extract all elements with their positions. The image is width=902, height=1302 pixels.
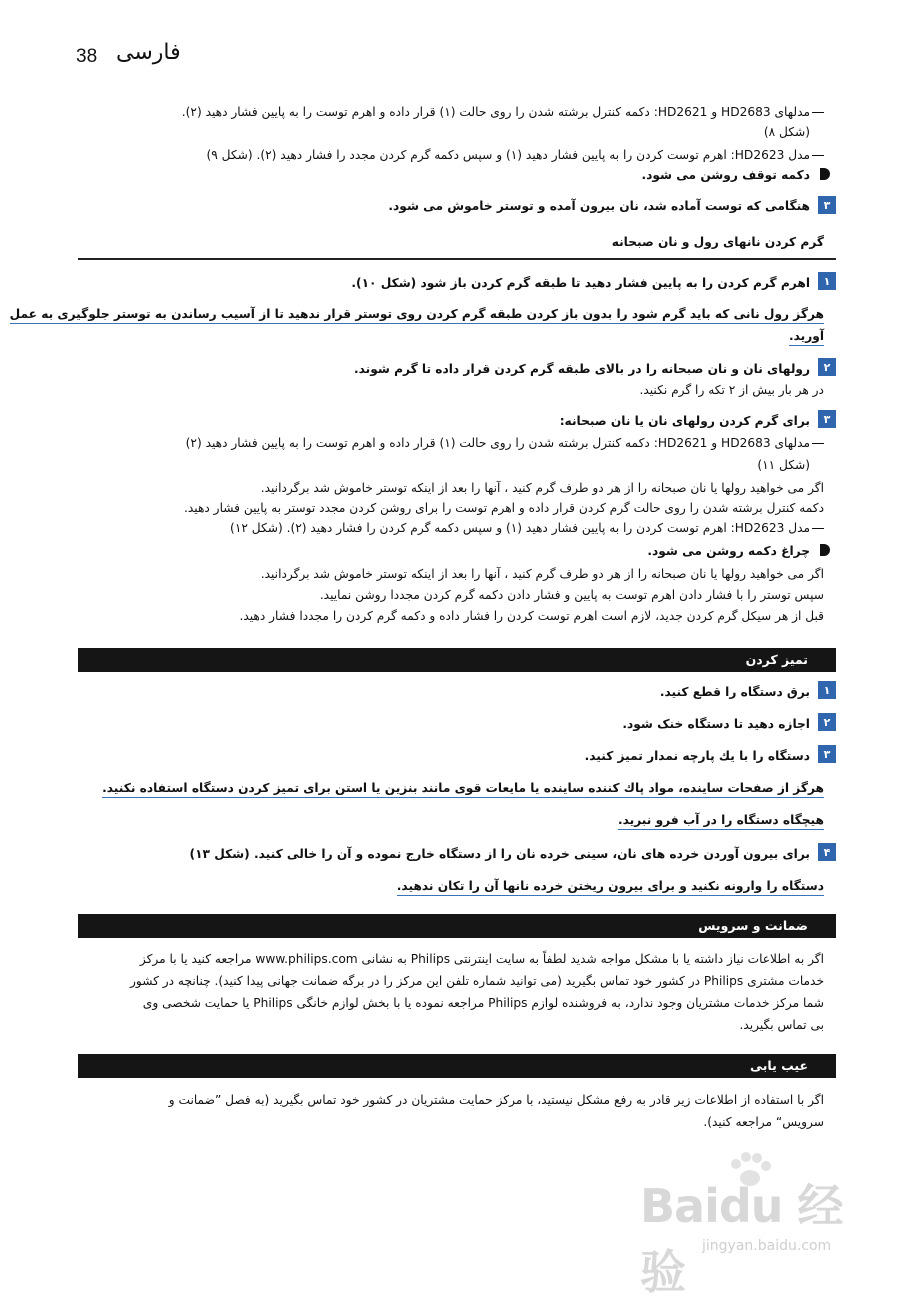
text-line: اگر می خواهید رولها یا نان صبحانه را از هر دو طرف گرم کنید ، آنها را بعد از اینکه توستر خاموش شد برگردانید. xyxy=(260,481,824,495)
text-line: (شکل ۸) xyxy=(763,125,810,139)
text-line: اگر به اطلاعات نیاز داشته یا با مشکل مواجه شدید لطفاً به سایت اینترنتی Philips به نشانی www.philips.com مراجعه کنید یا با مرکز xyxy=(139,952,824,966)
bullet-icon xyxy=(820,168,830,180)
text-line: (شکل ۱۱) xyxy=(757,458,810,472)
text-line: سرویس“ مراجعه کنید). xyxy=(703,1115,824,1129)
baidu-watermark xyxy=(640,1150,860,1299)
text-line: اگر با استفاده از اطلاعات زیر قادر به رفع مشکل نیستید، با مرکز حمایت مشتریان در کشور خود تماس بگیرید (به فصل ”ضمانت و xyxy=(168,1093,824,1107)
step-badge: ۲ xyxy=(818,358,836,376)
dash-marker xyxy=(812,112,824,113)
text-line: مدلهای HD2683 و HD2621: دکمه کنترل برشته شدن را روی حالت (۱) قرار داده و اهرم توست را به پایین فشار دهید (۲) xyxy=(185,436,810,450)
step-badge: ۴ xyxy=(818,843,836,861)
text-line: مدل HD2623: اهرم توست کردن را به پایین فشار دهید (۱) و سپس دکمه گرم کردن مجدد را فشار دهید (۲). (شکل ۹) xyxy=(206,148,810,162)
sub-heading: گرم کردن نانهای رول و نان صبحانه xyxy=(611,235,824,249)
page-number: 38 xyxy=(76,46,98,67)
section-title: ضمانت و سرویس xyxy=(698,918,808,933)
text-line: مدلهای HD2683 و HD2621: دکمه کنترل برشته شدن را روی حالت (۱) قرار داده و اهرم توست را به پایین فشار دهید (۲). xyxy=(181,105,810,119)
warning-text: هرگز از صفحات ساینده، مواد پاك کننده ساینده یا مایعات قوی مانند بنزین یا استن برای تمیز کردن دستگاه استفاده نکنید. xyxy=(102,780,824,796)
dash-marker xyxy=(812,443,824,444)
step-badge: ۱ xyxy=(818,681,836,699)
text-line: بی تماس بگیرید. xyxy=(739,1018,824,1032)
section-bar-cleaning xyxy=(78,648,836,672)
watermark-logo: Baidu 经验 xyxy=(640,1179,843,1299)
bullet-icon xyxy=(820,544,830,556)
text-line: قبل از هر سیکل گرم کردن جدید، لازم است اهرم توست کردن را فشار داده و دکمه گرم کردن را مجددا فشار دهید. xyxy=(239,609,824,623)
text-line: برای گرم کردن رولهای نان یا نان صبحانه: xyxy=(559,414,810,428)
text-line: مدل HD2623: اهرم توست کردن را به پایین فشار دهید (۱) و سپس دکمه گرم کردن را فشار دهید (۲). (شکل ۱۲) xyxy=(230,521,810,535)
divider xyxy=(78,258,836,260)
text-line: دکمه توقف روشن می شود. xyxy=(641,168,810,182)
text-line: برای بیرون آوردن خرده های نان، سینی خرده نان را از دستگاه خارج نموده و آن را خالی کنید. (شکل ۱۳) xyxy=(189,847,810,861)
text-line: چراغ دکمه روشن می شود. xyxy=(647,544,810,558)
text-line: هنگامی که توست آماده شد، نان بیرون آمده و توستر خاموش می شود. xyxy=(388,199,810,213)
text-line: سپس توستر را با فشار دادن اهرم توست به پایین و فشار دادن دکمه گرم کردن مجددا روشن نمایید. xyxy=(319,588,824,602)
text-line: شما مرکز خدمات مشتریان وجود ندارد، به فروشنده لوازم Philips مراجعه نموده یا با بخش لوازم خانگی Philips یا حمایت شخصی وی xyxy=(142,996,824,1010)
text-line: اجازه دهید تا دستگاه خنک شود. xyxy=(622,717,810,731)
text-line: رولهای نان و نان صبحانه را در بالای طبقه گرم کردن قرار داده تا گرم شوند. xyxy=(353,362,810,376)
warning-text: هرگز رول نانی که باید گرم شود را بدون باز کردن طبقه گرم کردن روی توستر قرار ندهید تا از آسیب رساندن به توستر جلوگیری به عمل xyxy=(10,306,824,322)
dash-marker xyxy=(812,528,824,529)
text-line: اهرم گرم کردن را به پایین فشار دهید تا طبقه گرم کردن باز شود (شکل ۱۰). xyxy=(351,276,810,290)
step-badge: ۲ xyxy=(818,713,836,731)
step-badge: ۳ xyxy=(818,196,836,214)
step-badge: ۳ xyxy=(818,745,836,763)
text-line: برق دستگاه را قطع کنید. xyxy=(659,685,810,699)
step-badge: ۱ xyxy=(818,272,836,290)
text-line: خدمات مشتری Philips در کشور خود تماس بگیرید (می توانید شماره تلفن این مرکز را در برگه ضمانت جهانی پیدا کنید). چنانچه در کشور xyxy=(130,974,824,988)
section-title: عیب یابی xyxy=(750,1058,808,1073)
watermark-url: jingyan.baidu.com xyxy=(702,1238,832,1254)
dash-marker xyxy=(812,155,824,156)
section-bar-troubleshooting xyxy=(78,1054,836,1078)
warning-text: هیچگاه دستگاه را در آب فرو نبرید. xyxy=(618,812,824,828)
section-title: تمیز کردن xyxy=(745,652,808,667)
text-line: اگر می خواهید رولها یا نان صبحانه را از هر دو طرف گرم کنید ، آنها را بعد از اینکه توستر خاموش شد برگردانید. xyxy=(260,567,824,581)
text-line: در هر بار بیش از ۲ تکه را گرم نکنید. xyxy=(639,383,824,397)
text-line: دکمه کنترل برشته شدن را روی حالت گرم کردن قرار داده و اهرم توست را برای روشن کردن مجدد توستر به پایین فشار دهید. xyxy=(184,501,824,515)
step-badge: ۳ xyxy=(818,410,836,428)
warning-text: دستگاه را وارونه نکنید و برای بیرون ریختن خرده نانها آن را تکان ندهید. xyxy=(397,878,824,894)
warning-text: آورید. xyxy=(789,328,824,344)
section-bar-guarantee xyxy=(78,914,836,938)
text-line: دستگاه را با یك پارچه نمدار تمیز کنید. xyxy=(584,749,810,763)
page-header xyxy=(76,40,296,80)
page-language: فارسی xyxy=(116,40,181,65)
